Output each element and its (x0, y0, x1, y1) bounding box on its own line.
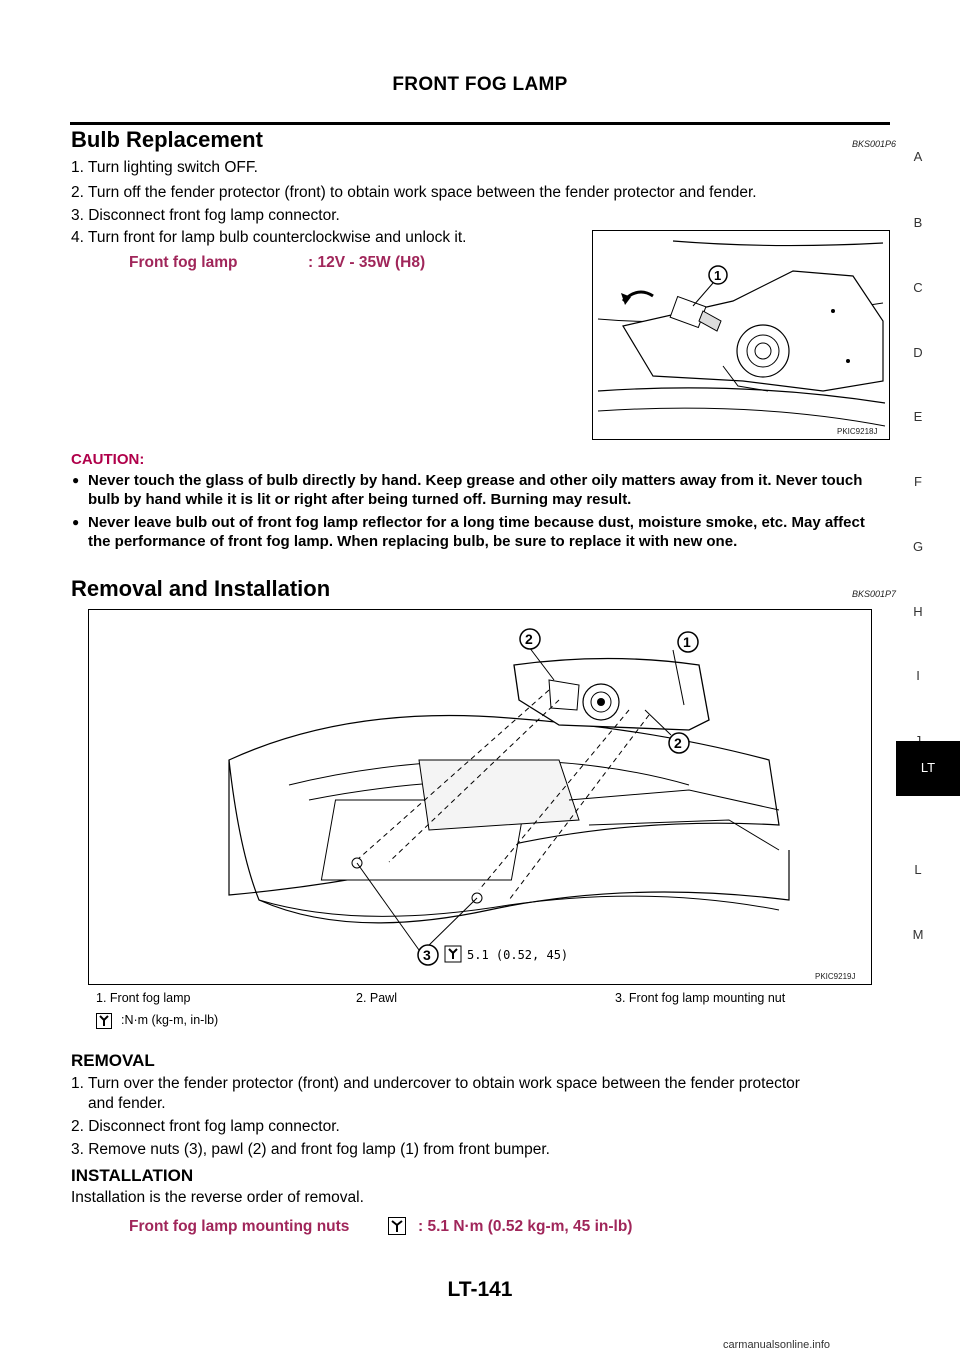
wrench-icon (445, 946, 461, 962)
sidebar-index-b[interactable]: B (913, 215, 923, 230)
section-heading-removal: Removal and Installation (71, 576, 331, 601)
sidebar-index-e[interactable]: E (913, 409, 923, 424)
removal-step-1: 1. Turn over the fender protector (front) and undercover to obtain work space between the fender protector (71, 1075, 800, 1092)
callout-2-bottom: 2 (674, 735, 682, 751)
section-code-bulb: BKS001P6 (852, 139, 897, 149)
bulb-figure (592, 230, 890, 440)
caution-item-2 (72, 513, 890, 551)
caution-text-2: Never leave bulb out of front fog lamp reflector for a long time because dust, moisture smoke, etc. May affect the performance of front fog lamp. When replacing bulb, be sure to replace it with new one. (88, 514, 865, 550)
sidebar-index-h[interactable]: H (913, 604, 923, 619)
nut-spec-label: Front fog lamp mounting nuts (129, 1218, 350, 1235)
removal-figure-code: PKIC9219J (815, 972, 856, 981)
bulb-illustration (593, 231, 889, 439)
installation-text: Installation is the reverse order of removal. (71, 1189, 364, 1206)
nut-spec-value: : 5.1 N·m (0.52 kg-m, 45 in-lb) (418, 1218, 633, 1235)
torque-callout: 5.1 (0.52, 45) (467, 948, 569, 962)
removal-figure (88, 609, 872, 985)
section-heading-bulb: Bulb Replacement (71, 127, 263, 152)
sidebar-index-f[interactable]: F (914, 474, 922, 489)
bulb-spec-label: Front fog lamp (129, 254, 238, 271)
sidebar-index-lt-label: LT (920, 760, 936, 775)
bullet-icon: ● (72, 473, 80, 487)
torque-icon-spec (388, 1217, 406, 1240)
torque-icon (96, 1013, 112, 1034)
page-title: FRONT FOG LAMP (392, 74, 568, 95)
watermark: carmanualsonline.info (723, 1339, 831, 1351)
bulb-step-4: 4. Turn front for lamp bulb counterclockwise and unlock it. (71, 229, 467, 246)
page-number: LT-141 (447, 1278, 513, 1301)
bulb-step-3: 3. Disconnect front fog lamp connector. (71, 207, 340, 224)
caution-text-1: Never touch the glass of bulb directly by hand. Keep grease and other oily matters away from it. Never touch bulb by hand while it is lit or right after being turned off. Burning may result. (88, 472, 863, 508)
sidebar-index-d[interactable]: D (913, 345, 923, 360)
bulb-step-1: 1. Turn lighting switch OFF. (71, 159, 258, 176)
caution-item-1 (72, 471, 890, 509)
bulb-spec-value: : 12V - 35W (H8) (308, 254, 426, 271)
sidebar-index-g[interactable]: G (912, 539, 924, 554)
callout-2-top: 2 (525, 631, 533, 647)
installation-heading: INSTALLATION (71, 1166, 194, 1185)
sidebar-index-c[interactable]: C (913, 280, 923, 295)
callout-3: 3 (423, 947, 431, 963)
bulb-figure-code: PKIC9218J (837, 427, 878, 436)
section-code-removal: BKS001P7 (852, 589, 897, 599)
legend-item-1: 1. Front fog lamp (96, 991, 191, 1005)
caution-title: CAUTION: (71, 451, 145, 468)
legend-item-3: 3. Front fog lamp mounting nut (615, 991, 786, 1005)
legend-unit: :N·m (kg-m, in-lb) (121, 1013, 219, 1027)
sidebar-index-a[interactable]: A (913, 149, 923, 164)
removal-heading: REMOVAL (71, 1051, 155, 1070)
bulb-step-2: 2. Turn off the fender protector (front) to obtain work space between the fender protector and fender. (71, 184, 757, 201)
sidebar-index-m[interactable]: M (912, 927, 924, 942)
sidebar-index-i[interactable]: I (916, 668, 920, 683)
removal-step-2: 2. Disconnect front fog lamp connector. (71, 1118, 340, 1135)
removal-step-3: 3. Remove nuts (3), pawl (2) and front fog lamp (1) from front bumper. (71, 1141, 550, 1158)
callout-1: 1 (714, 268, 722, 283)
bumper-illustration (89, 610, 871, 984)
header-rule (70, 122, 890, 125)
bullet-icon: ● (72, 515, 80, 529)
sidebar-index-lt-active[interactable] (896, 741, 960, 796)
sidebar-index-l[interactable]: L (914, 862, 922, 877)
legend-item-2: 2. Pawl (356, 991, 397, 1005)
callout-1-removal: 1 (683, 634, 691, 650)
removal-step-1-cont: and fender. (88, 1095, 166, 1112)
